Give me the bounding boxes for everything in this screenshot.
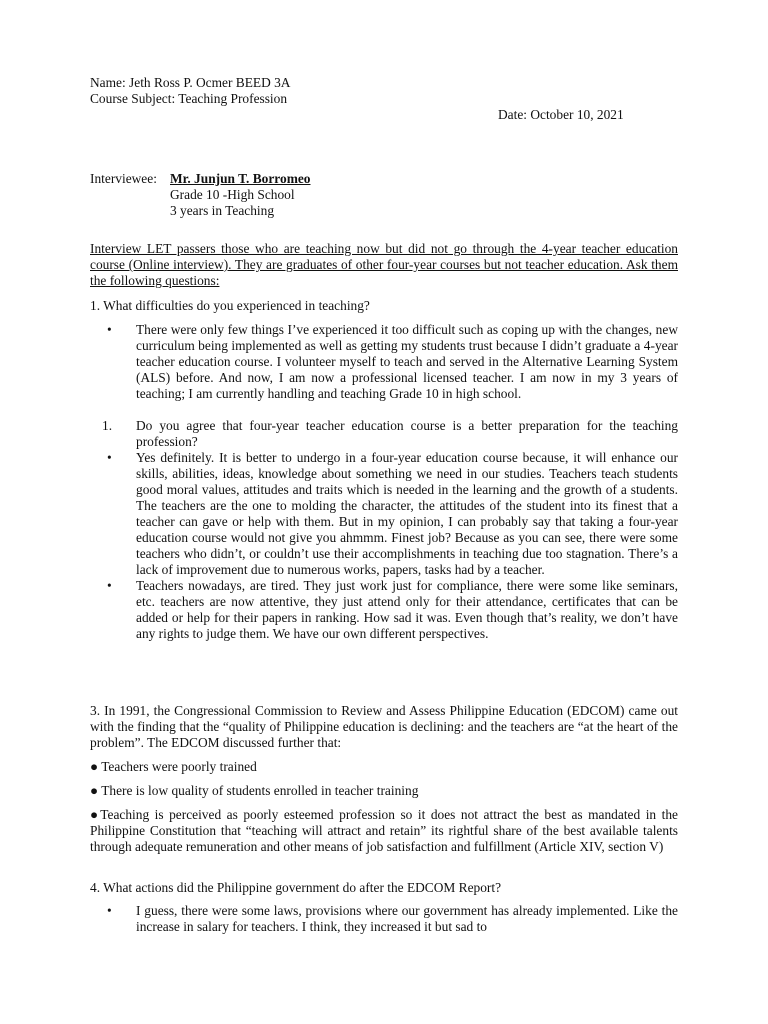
answer-4-text: I guess, there were some laws, provisions where our government has already implemented. Like the increase in salary for teachers. I think, they increased it but sad to bbox=[136, 903, 678, 934]
interviewee-label: Interviewee: bbox=[90, 171, 157, 186]
question-1: 1. What difficulties do you experienced in teaching? bbox=[90, 298, 370, 313]
question-4: 4. What actions did the Philippine government do after the EDCOM Report? bbox=[90, 880, 502, 895]
interviewee-name: Mr. Junjun T. Borromeo bbox=[170, 171, 311, 186]
answer-2a bbox=[90, 450, 678, 578]
bullet-icon: • bbox=[107, 903, 112, 918]
bullet-icon: • bbox=[107, 322, 112, 337]
course-line: Course Subject: Teaching Profession bbox=[90, 91, 288, 106]
question-2-text: Do you agree that four-year teacher education course is a better preparation for the teaching profession? bbox=[136, 418, 678, 449]
answer-2-list bbox=[90, 450, 678, 642]
question-2-number: 1. bbox=[102, 418, 113, 433]
edcom-point-1: ● Teachers were poorly trained bbox=[90, 759, 257, 774]
answer-1 bbox=[90, 322, 678, 402]
answer-4-list bbox=[90, 903, 678, 935]
bullet-icon: • bbox=[107, 450, 112, 465]
question-2 bbox=[90, 418, 678, 450]
question-3-intro: 3. In 1991, the Congressional Commission to Review and Assess Philippine Education (EDCOM) came out with the finding that the “quality of Philippine education is declining: and the teachers are “at the heart of the problem”. The EDCOM discussed further that: bbox=[90, 703, 678, 750]
edcom-point-2: ● There is low quality of students enrolled in teacher training bbox=[90, 783, 419, 798]
answer-4 bbox=[90, 903, 678, 935]
interviewee-years: 3 years in Teaching bbox=[170, 203, 275, 218]
date-line: Date: October 10, 2021 bbox=[498, 107, 624, 122]
answer-2a-text: Yes definitely. It is better to undergo in a four-year education course because, it will enhance our skills, abilities, ideas, knowledge about something we need in our studies. Teachers teach students good moral values, attitudes and traits which is needed in the learning and the growth of a students. The teachers are the one to molding the character, the attitudes of the student into its finest that a teacher can gave or help with them. But in my opinion, I can probably say that taking a four-year education course would not give you ahmmm. Finest job? Because as you can see, there were some teachers who didn’t, or couldn’t use their accomplishments in teaching due too stagnation. There’s a lack of improvement due to numerous works, papers, tasks had by a teacher. bbox=[136, 450, 678, 577]
answer-1-list bbox=[90, 322, 678, 402]
edcom-point-3: ●Teaching is perceived as poorly esteemed profession so it does not attract the best as mandated in the Philippine Constitution that “teaching will attract and retain” its rightful share of the best available talents through adequate remuneration and other means of job satisfaction and fulfillment (Article XIV, section V) bbox=[90, 807, 678, 854]
interviewee-grade: Grade 10 -High School bbox=[170, 187, 295, 202]
answer-2b-text: Teachers nowadays, are tired. They just work just for compliance, there were some like seminars, etc. teachers are now attentive, they just attend only for their attendance, certificates that can be added or help for their papers in ranking. How sad it was. Even though that’s reality, we don’t have any rights to judge them. We have our own different perspectives. bbox=[136, 578, 678, 641]
interview-instructions: Interview LET passers those who are teaching now but did not go through the 4-year teacher education course (Online interview). They are graduates of other four-year courses but not teacher education. Ask them the following questions: bbox=[90, 241, 678, 288]
interviewee-block bbox=[90, 171, 311, 219]
answer-1-text: There were only few things I’ve experienced it too difficult such as coping up with the changes, new curriculum being implemented as well as getting my students trust because I didn’t graduate a 4-year teacher education course. I volunteer myself to teach and served in the Alternative Learning System (ALS) before. And now, I am now a professional licensed teacher. I am now in my 3 years of teaching; I am currently handling and teaching Grade 10 in high school. bbox=[136, 322, 678, 401]
answer-2b bbox=[90, 578, 678, 642]
question-2-list bbox=[90, 418, 678, 450]
name-line: Name: Jeth Ross P. Ocmer BEED 3A bbox=[90, 75, 291, 90]
bullet-icon: • bbox=[107, 578, 112, 593]
